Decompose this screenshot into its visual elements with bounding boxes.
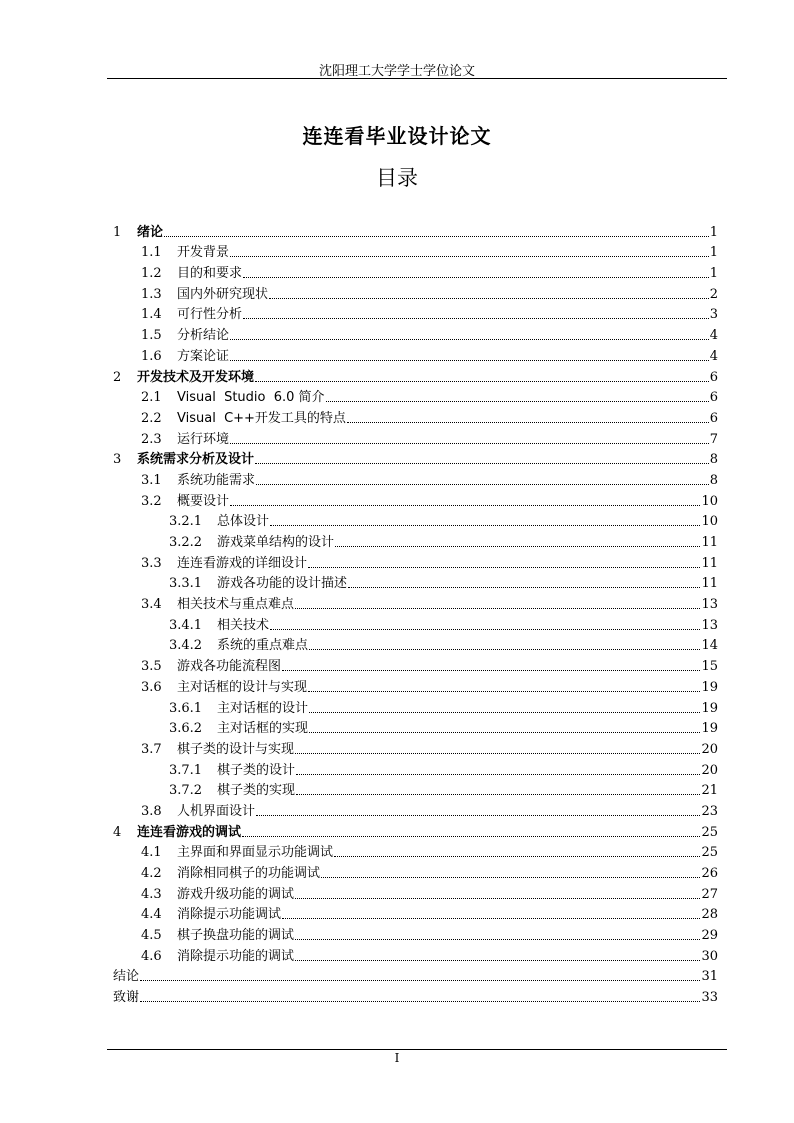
toc-entry-title: 主对话框的设计 bbox=[217, 700, 309, 716]
toc-dot-leader bbox=[348, 587, 700, 588]
toc-dot-leader bbox=[255, 463, 709, 464]
toc-dot-leader bbox=[230, 360, 709, 361]
toc-entry-page: 25 bbox=[701, 845, 718, 861]
toc-entry-number: 3.6 bbox=[141, 679, 162, 695]
toc-entry-number: 4.6 bbox=[141, 948, 162, 964]
toc-entry-page: 7 bbox=[709, 431, 718, 447]
toc-dot-leader bbox=[269, 298, 709, 299]
toc-dot-leader bbox=[309, 649, 700, 650]
toc-entry[interactable] bbox=[113, 819, 718, 840]
toc-entry-page: 31 bbox=[701, 969, 718, 985]
toc-entry[interactable] bbox=[113, 881, 718, 902]
toc-entry-title: 系统功能需求 bbox=[177, 472, 256, 488]
toc-entry-page: 28 bbox=[701, 907, 718, 923]
toc-entry-title: 棋子换盘功能的调试 bbox=[177, 928, 295, 944]
toc-entry-number: 3.6.2 bbox=[169, 721, 203, 737]
toc-entry[interactable] bbox=[113, 571, 718, 592]
toc-entry-page: 11 bbox=[701, 555, 718, 571]
toc-entry-page: 21 bbox=[701, 783, 718, 799]
toc-entry-title: 分析结论 bbox=[177, 328, 230, 344]
toc-dot-leader bbox=[296, 794, 700, 795]
toc-entry-title: 总体设计 bbox=[217, 514, 270, 530]
toc-entry-title: 消除相同棋子的功能调试 bbox=[177, 866, 321, 881]
toc-entry[interactable] bbox=[113, 219, 718, 240]
toc-entry-number: 4 bbox=[113, 824, 122, 840]
toc-entry[interactable] bbox=[113, 467, 718, 488]
toc-entry-title: 游戏菜单结构的设计 bbox=[217, 535, 335, 550]
toc-entry-number: 1.2 bbox=[141, 266, 162, 282]
toc-entry-title: 游戏各功能流程图 bbox=[177, 659, 282, 675]
toc-entry[interactable] bbox=[113, 798, 718, 819]
toc-dot-leader bbox=[270, 525, 700, 526]
toc-entry[interactable] bbox=[113, 260, 718, 281]
toc-entry-page: 19 bbox=[701, 679, 718, 695]
toc-dot-leader bbox=[296, 774, 700, 775]
toc-entry[interactable] bbox=[113, 240, 718, 261]
toc-entry-title: Visual Studio 6.0 简介 bbox=[177, 390, 325, 406]
toc-entry-number: 1.5 bbox=[141, 328, 162, 344]
toc-entry[interactable] bbox=[113, 322, 718, 343]
toc-dot-leader bbox=[334, 856, 700, 857]
toc-entry-number: 3.2.2 bbox=[169, 535, 203, 550]
toc-dot-leader bbox=[295, 939, 700, 940]
toc-entry-title: 连连看游戏的调试 bbox=[137, 824, 242, 840]
toc-entry-page: 13 bbox=[701, 597, 718, 613]
toc-entry-page: 1 bbox=[709, 266, 718, 282]
toc-dot-leader bbox=[243, 277, 709, 278]
toc-dot-leader bbox=[295, 960, 700, 961]
toc-entry-number: 1.1 bbox=[141, 245, 162, 261]
toc-entry-page: 6 bbox=[709, 390, 718, 406]
toc-entry-page: 8 bbox=[709, 472, 718, 488]
footer-rule bbox=[107, 1049, 727, 1050]
toc-dot-leader bbox=[243, 318, 709, 319]
toc-dot-leader bbox=[282, 918, 700, 919]
toc-entry[interactable] bbox=[113, 612, 718, 633]
toc-entry-number: 4.2 bbox=[141, 866, 162, 881]
page-header-text: 沈阳理工大学学士学位论文 bbox=[318, 64, 475, 79]
toc-entry[interactable] bbox=[113, 736, 718, 757]
toc-entry-number: 3.2 bbox=[141, 493, 162, 509]
toc-heading: 目录 bbox=[376, 166, 418, 190]
toc-entry-number: 3.1 bbox=[141, 472, 162, 488]
toc-entry-title: 系统需求分析及设计 bbox=[137, 452, 255, 468]
toc-dot-leader bbox=[230, 339, 709, 340]
toc-entry-number: 2 bbox=[113, 369, 122, 385]
toc-entry-title: 相关技术与重点难点 bbox=[177, 597, 295, 613]
toc-entry-number: 4.3 bbox=[141, 886, 162, 902]
toc-entry-number: 3 bbox=[113, 452, 122, 468]
toc-entry[interactable] bbox=[113, 447, 718, 468]
toc-entry-number: 4.4 bbox=[141, 907, 162, 923]
toc-entry-page: 29 bbox=[701, 928, 718, 944]
toc-entry[interactable] bbox=[113, 405, 718, 426]
toc-dot-leader bbox=[282, 670, 700, 671]
toc-entry-page: 2 bbox=[709, 286, 718, 302]
toc-entry-page: 10 bbox=[701, 493, 718, 509]
toc-entry-number: 3.4.1 bbox=[169, 617, 203, 633]
toc-dot-leader bbox=[309, 732, 700, 733]
toc-entry-page: 1 bbox=[709, 245, 718, 261]
toc-dot-leader bbox=[230, 505, 700, 506]
toc-entry-page: 6 bbox=[709, 369, 718, 385]
toc-entry-page: 13 bbox=[701, 617, 718, 633]
table-of-contents bbox=[113, 219, 718, 1005]
toc-entry-number: 3.3.1 bbox=[169, 576, 203, 592]
toc-entry-page: 19 bbox=[701, 700, 718, 716]
toc-entry-title: 可行性分析 bbox=[177, 307, 243, 323]
toc-entry[interactable] bbox=[113, 364, 718, 385]
toc-entry-page: 33 bbox=[701, 990, 718, 1006]
toc-dot-leader bbox=[164, 236, 709, 237]
toc-entry-title: 概要设计 bbox=[177, 493, 230, 509]
toc-entry-page: 6 bbox=[709, 410, 718, 426]
toc-entry[interactable] bbox=[113, 943, 718, 964]
toc-dot-leader bbox=[270, 629, 700, 630]
toc-entry-title: 人机界面设计 bbox=[177, 803, 256, 819]
toc-entry[interactable] bbox=[113, 550, 718, 571]
document-title: 连连看毕业设计论文 bbox=[302, 124, 492, 148]
toc-entry-title: 致谢 bbox=[113, 990, 140, 1006]
toc-entry[interactable] bbox=[113, 757, 718, 778]
toc-entry-title: 主对话框的实现 bbox=[217, 721, 309, 737]
toc-dot-leader bbox=[140, 980, 700, 981]
toc-entry-page: 27 bbox=[701, 886, 718, 902]
toc-entry-page: 11 bbox=[701, 535, 718, 550]
toc-entry-title: 棋子类的设计 bbox=[217, 762, 296, 778]
toc-entry[interactable] bbox=[113, 984, 718, 1005]
toc-entry-number: 3.4.2 bbox=[169, 638, 203, 654]
toc-entry-number: 1.6 bbox=[141, 348, 162, 364]
toc-entry-title: 游戏各功能的设计描述 bbox=[217, 576, 348, 592]
toc-entry-title: 开发技术及开发环境 bbox=[137, 369, 255, 385]
toc-entry[interactable] bbox=[113, 488, 718, 509]
toc-entry[interactable] bbox=[113, 860, 718, 881]
toc-entry-number: 4.5 bbox=[141, 928, 162, 944]
toc-dot-leader bbox=[242, 836, 700, 837]
toc-entry[interactable] bbox=[113, 922, 718, 943]
page-number: I bbox=[394, 1051, 400, 1065]
toc-entry[interactable] bbox=[113, 716, 718, 737]
toc-entry-page: 10 bbox=[701, 514, 718, 530]
toc-entry-page: 11 bbox=[701, 576, 718, 592]
toc-dot-leader bbox=[308, 567, 700, 568]
toc-entry-number: 1 bbox=[113, 224, 122, 240]
toc-entry[interactable] bbox=[113, 964, 718, 985]
toc-entry[interactable] bbox=[113, 902, 718, 923]
toc-entry-number: 3.7.1 bbox=[169, 762, 203, 778]
toc-entry-title: 消除提示功能调试 bbox=[177, 907, 282, 923]
toc-entry-page: 8 bbox=[709, 452, 718, 468]
toc-entry-title: 主对话框的设计与实现 bbox=[177, 679, 308, 695]
toc-entry-number: 3.2.1 bbox=[169, 514, 203, 530]
toc-dot-leader bbox=[295, 753, 700, 754]
toc-entry-number: 3.4 bbox=[141, 597, 162, 613]
toc-entry[interactable] bbox=[113, 426, 718, 447]
toc-entry-number: 1.4 bbox=[141, 307, 162, 323]
toc-dot-leader bbox=[295, 608, 700, 609]
toc-entry-number: 3.3 bbox=[141, 555, 162, 571]
toc-dot-leader bbox=[308, 691, 700, 692]
toc-entry-page: 19 bbox=[701, 721, 718, 737]
toc-entry-number: 3.8 bbox=[141, 803, 162, 819]
toc-entry-page: 4 bbox=[709, 348, 718, 364]
toc-dot-leader bbox=[326, 401, 709, 402]
toc-entry[interactable] bbox=[113, 778, 718, 799]
toc-entry[interactable] bbox=[113, 633, 718, 654]
toc-entry-number: 4.1 bbox=[141, 845, 162, 861]
toc-dot-leader bbox=[309, 712, 700, 713]
toc-entry-number: 2.1 bbox=[141, 390, 162, 406]
toc-entry[interactable] bbox=[113, 302, 718, 323]
toc-entry-page: 20 bbox=[701, 762, 718, 778]
toc-entry-title: 棋子类的设计与实现 bbox=[177, 741, 295, 757]
toc-entry[interactable] bbox=[113, 653, 718, 674]
toc-entry-page: 1 bbox=[709, 224, 718, 240]
toc-entry-number: 2.2 bbox=[141, 410, 162, 426]
toc-entry[interactable] bbox=[113, 281, 718, 302]
toc-entry-page: 26 bbox=[701, 866, 718, 881]
toc-entry[interactable] bbox=[113, 840, 718, 861]
toc-entry-page: 15 bbox=[701, 659, 718, 675]
toc-entry-number: 2.3 bbox=[141, 431, 162, 447]
toc-dot-leader bbox=[255, 381, 709, 382]
header-rule bbox=[107, 78, 727, 79]
toc-entry[interactable] bbox=[113, 529, 718, 550]
toc-entry-number: 1.3 bbox=[141, 286, 162, 302]
toc-dot-leader bbox=[256, 484, 709, 485]
toc-entry-page: 25 bbox=[701, 824, 718, 840]
toc-entry-page: 3 bbox=[709, 307, 718, 323]
toc-entry-title: 绪论 bbox=[137, 224, 164, 240]
toc-dot-leader bbox=[230, 443, 709, 444]
toc-entry-title: 方案论证 bbox=[177, 348, 230, 364]
toc-dot-leader bbox=[295, 898, 700, 899]
toc-entry-title: 开发背景 bbox=[177, 245, 230, 261]
toc-entry-title: 消除提示功能的调试 bbox=[177, 948, 295, 964]
toc-entry[interactable] bbox=[113, 591, 718, 612]
toc-dot-leader bbox=[321, 877, 700, 878]
toc-dot-leader bbox=[140, 1001, 700, 1002]
toc-entry-page: 14 bbox=[701, 638, 718, 654]
toc-entry-number: 3.6.1 bbox=[169, 700, 203, 716]
toc-entry-title: 连连看游戏的详细设计 bbox=[177, 555, 308, 571]
toc-entry-number: 3.7.2 bbox=[169, 783, 203, 799]
toc-entry-number: 3.5 bbox=[141, 659, 162, 675]
toc-entry-title: 系统的重点难点 bbox=[217, 638, 309, 654]
toc-entry-title: 结论 bbox=[113, 969, 140, 985]
toc-entry-title: 棋子类的实现 bbox=[217, 783, 296, 799]
toc-entry-title: 相关技术 bbox=[217, 617, 270, 633]
toc-entry[interactable] bbox=[113, 509, 718, 530]
toc-dot-leader bbox=[230, 256, 709, 257]
toc-entry-title: 运行环境 bbox=[177, 431, 230, 447]
toc-entry-title: 国内外研究现状 bbox=[177, 286, 269, 302]
toc-dot-leader bbox=[256, 815, 700, 816]
toc-entry[interactable] bbox=[113, 695, 718, 716]
toc-dot-leader bbox=[335, 546, 700, 547]
toc-entry-page: 23 bbox=[701, 803, 718, 819]
toc-dot-leader bbox=[347, 422, 709, 423]
toc-entry[interactable] bbox=[113, 385, 718, 406]
toc-entry-number: 3.7 bbox=[141, 741, 162, 757]
toc-entry-title: Visual C++开发工具的特点 bbox=[177, 410, 346, 426]
toc-entry-page: 4 bbox=[709, 328, 718, 344]
toc-entry[interactable] bbox=[113, 674, 718, 695]
toc-entry-title: 主界面和界面显示功能调试 bbox=[177, 845, 334, 861]
toc-entry-page: 20 bbox=[701, 741, 718, 757]
toc-entry-page: 30 bbox=[701, 948, 718, 964]
toc-entry[interactable] bbox=[113, 343, 718, 364]
toc-entry-title: 目的和要求 bbox=[177, 266, 243, 282]
toc-entry-title: 游戏升级功能的调试 bbox=[177, 886, 295, 902]
